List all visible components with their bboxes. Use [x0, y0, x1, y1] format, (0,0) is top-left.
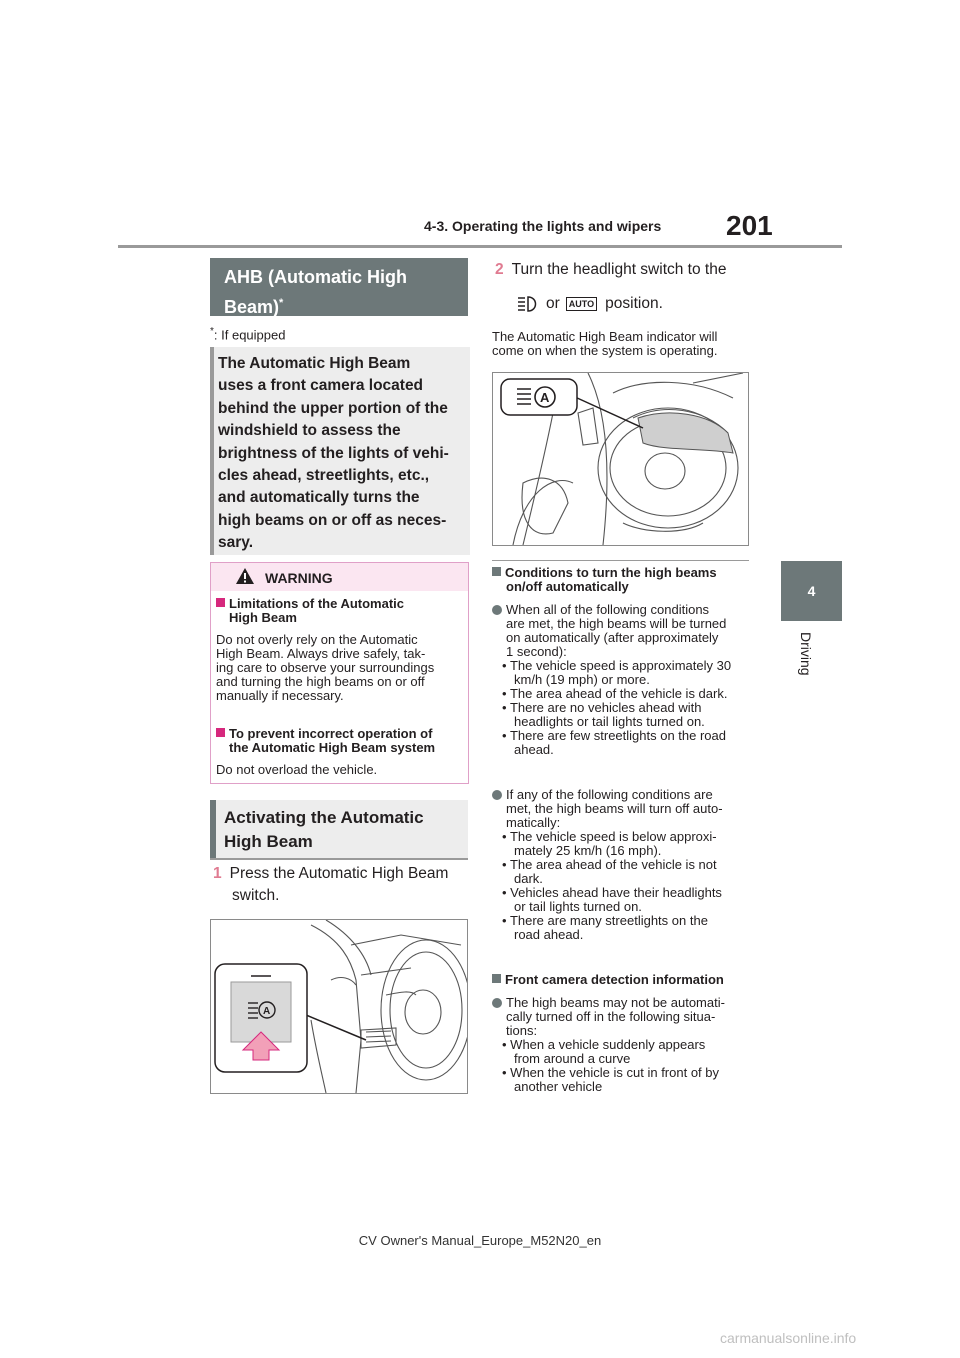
list-item: • The vehicle speed is approximately 30 km/h (19 mph) or more. [502, 658, 732, 687]
warning-subheading-line: High Beam [229, 610, 297, 625]
dashboard-switch-illustration [211, 920, 467, 1093]
activating-title: Activating the Automatic High Beam [224, 808, 424, 851]
heading-accent-bar [210, 800, 216, 858]
text-line: ahead. [514, 742, 554, 757]
list-item: • The vehicle speed is below approxi- mately 25 km/h (16 mph). [502, 829, 717, 858]
text-line: When a vehicle suddenly appears [510, 1037, 706, 1052]
text-line: another vehicle [514, 1079, 603, 1094]
warning-text-line: Do not overly rely on the Automatic [216, 632, 418, 647]
circle-bullet-icon [492, 998, 502, 1008]
instrument-cluster-illustration [493, 373, 748, 545]
step-text: Press the Automatic High Beam [229, 865, 449, 882]
text-line: km/h (19 mph) or more. [514, 672, 650, 687]
summary-accent-bar [210, 347, 214, 555]
chapter-tab-number: 4 [781, 561, 842, 621]
pink-square-bullet-icon [216, 728, 225, 737]
text-line: Vehicles ahead have their headlights [510, 885, 722, 900]
note-line: come on when the system is operating. [492, 343, 718, 358]
list-item: • There are few streetlights on the road ahead. [502, 728, 726, 757]
text-line: tions: [506, 1023, 538, 1038]
auto-position-icon: AUTO [566, 297, 597, 311]
warning-subheading-line: Limitations of the Automatic [229, 596, 405, 611]
warning-text-line: manually if necessary. [216, 688, 344, 703]
text-line: There are no vehicles ahead with [509, 700, 702, 715]
conditions-title-line: Conditions to turn the high beams [505, 565, 717, 580]
warning-text-line: ing care to observe your surroundings [216, 660, 435, 675]
text-line: mately 25 km/h (16 mph). [514, 843, 662, 858]
list-item: • There are many streetlights on the road ahead. [502, 913, 708, 942]
text-line: If any of the following conditions are [506, 787, 713, 802]
step-2 [495, 259, 755, 281]
summary-line: sary. [218, 534, 254, 552]
text-line: When all of the following conditions [506, 602, 710, 617]
text-line: from around a curve [514, 1051, 631, 1066]
summary-line: The Automatic High Beam [218, 355, 411, 372]
camera-info [492, 996, 750, 1094]
ahb-summary-box [210, 347, 470, 555]
list-item: • The area ahead of the vehicle is dark. [502, 686, 728, 701]
footnote-if-equipped [210, 326, 285, 342]
warning-text-1 [216, 633, 461, 703]
summary-line: cles ahead, streetlights, etc., [218, 467, 430, 485]
warning-subheading-line: To prevent incorrect operation of [229, 726, 433, 741]
list-item: • There are no vehicles ahead with headlights or tail lights turned on. [502, 700, 705, 729]
ahb-title: AHB (Automatic High Beam) [224, 267, 407, 317]
camera-heading [492, 973, 750, 987]
text-line: There are few streetlights on the road [509, 728, 726, 743]
text-line: When the vehicle is cut in front of by [510, 1065, 719, 1080]
gray-square-bullet-icon [492, 974, 501, 983]
svg-text:A: A [263, 1006, 271, 1017]
step-1 [213, 863, 468, 907]
section-title: 4-3. Operating the lights and wipers [424, 218, 662, 234]
text-line: The vehicle speed is below approxi- [509, 829, 717, 844]
text-line: cally turned off in the following situa- [506, 1009, 716, 1024]
summary-line: behind the upper portion of the [218, 399, 448, 417]
figure-indicator [492, 372, 749, 546]
text-line: The vehicle speed is approximately 30 [509, 658, 732, 673]
summary-line: uses a front camera located [218, 377, 424, 395]
text-line: road ahead. [514, 927, 584, 942]
warning-text-line: and turning the high beams on or off [216, 674, 425, 689]
page-number: 201 [726, 210, 773, 241]
indicator-note [492, 330, 754, 358]
summary-line: and automatically turns the [218, 489, 420, 507]
or-text: or [546, 295, 560, 312]
figure-ahb-switch [210, 919, 468, 1094]
text-line: The area ahead of the vehicle is not [509, 857, 717, 872]
text-line: are met, the high beams will be turned [506, 616, 727, 631]
conditions-title-line: on/off automatically [506, 579, 629, 594]
header-divider [118, 245, 842, 248]
circle-bullet-icon [492, 790, 502, 800]
list-item: • Vehicles ahead have their headlights or tail lights turned on. [502, 885, 722, 914]
text-line: headlights or tail lights turned on. [514, 714, 705, 729]
footer-manual-id: CV Owner's Manual_Europe_M52N20_en [358, 1233, 602, 1248]
step-number: 1 [213, 865, 222, 882]
chapter-tab-label-text: Driving [798, 632, 814, 676]
text-line: 1 second): [506, 644, 567, 659]
headlight-high-beam-icon [516, 295, 540, 313]
activating-section-heading [210, 800, 468, 860]
pink-square-bullet-icon [216, 598, 225, 607]
note-line: The Automatic High Beam indicator will [492, 329, 718, 344]
text-line: or tail lights turned on. [514, 899, 642, 914]
footnote-text: : If equipped [213, 327, 286, 343]
step-text: Turn the headlight switch to the [511, 261, 727, 278]
ahb-asterisk: * [279, 297, 284, 309]
summary-line: brightness of the lights of vehi- [218, 444, 449, 462]
warning-text-2: Do not overload the vehicle. [216, 762, 378, 777]
text-line: met, the high beams will turn off auto- [506, 801, 723, 816]
position-text: position. [605, 295, 663, 312]
text-line: on automatically (after approximately [506, 630, 719, 645]
warning-triangle-icon [235, 567, 255, 585]
svg-text:A: A [540, 390, 550, 405]
warning-label: WARNING [265, 570, 333, 586]
conditions-heading [492, 566, 750, 594]
off-conditions [492, 788, 750, 942]
warning-header [211, 563, 468, 591]
camera-title: Front camera detection information [505, 972, 724, 987]
divider [492, 560, 749, 561]
on-conditions [492, 603, 750, 757]
warning-text-line: High Beam. Always drive safely, tak- [216, 646, 426, 661]
step-2-line-2 [516, 293, 756, 315]
text-line: matically: [506, 815, 561, 830]
warning-subheading-line: the Automatic High Beam system [229, 740, 436, 755]
gray-square-bullet-icon [492, 567, 501, 576]
watermark: carmanualsonline.info [720, 1330, 857, 1346]
ahb-section-heading [210, 258, 468, 316]
chapter-tab-label [776, 632, 846, 692]
warning-box [210, 562, 469, 784]
warning-subheading-1 [216, 597, 474, 625]
footnote-mark: * [210, 326, 214, 337]
circle-bullet-icon [492, 605, 502, 615]
text-line: dark. [514, 871, 543, 886]
text-line: The high beams may not be automati- [506, 995, 725, 1010]
text-line: The area ahead of the vehicle is dark. [509, 686, 728, 701]
list-item: • When the vehicle is cut in front of by another vehicle [502, 1065, 719, 1094]
step-number: 2 [495, 261, 504, 278]
step-text: switch. [232, 887, 280, 904]
summary-line: high beams on or off as neces- [218, 511, 447, 529]
summary-line: windshield to assess the [218, 422, 401, 440]
list-item: • When a vehicle suddenly appears from around a curve [502, 1037, 706, 1066]
list-item: • The area ahead of the vehicle is not dark. [502, 857, 717, 886]
warning-subheading-2 [216, 727, 474, 755]
text-line: There are many streetlights on the [509, 913, 708, 928]
